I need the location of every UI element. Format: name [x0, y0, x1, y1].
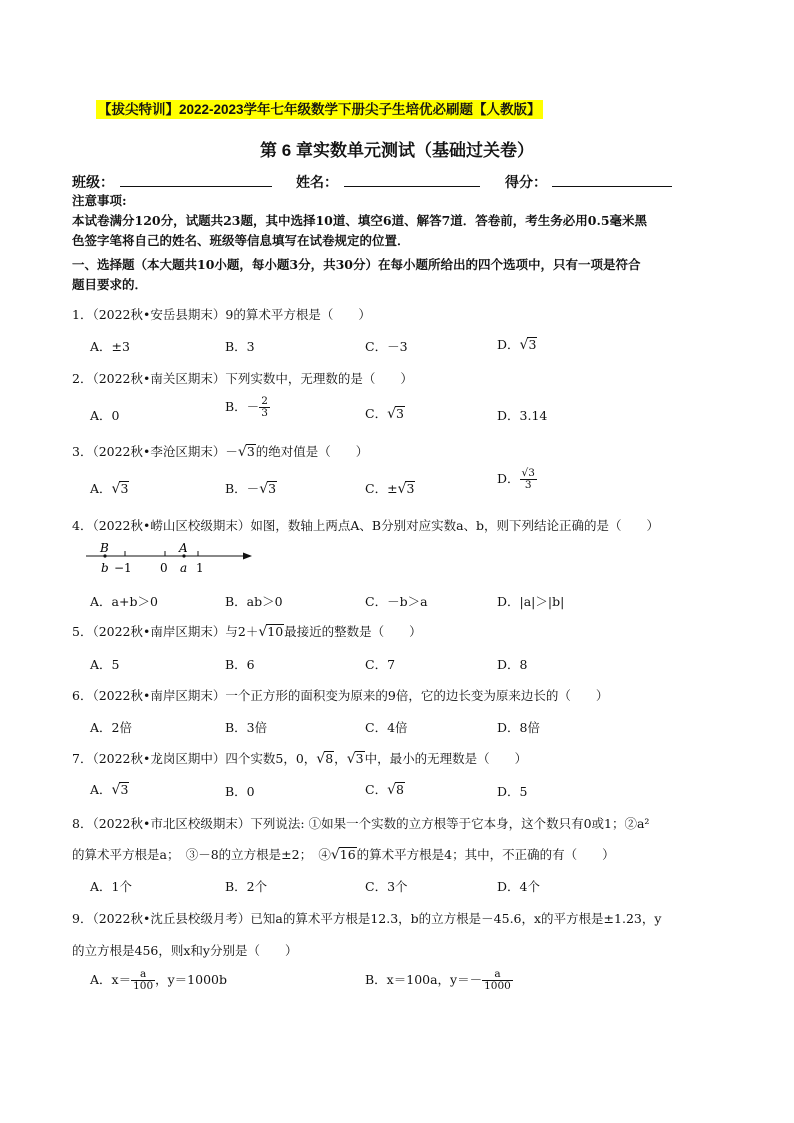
q4-option-d[interactable]: D．|a|＞|b|	[497, 594, 565, 609]
q1-option-c[interactable]: C．－3	[365, 339, 408, 354]
q8-option-b[interactable]: B．2个	[225, 879, 268, 894]
q3-option-c[interactable]: C．±√3	[365, 481, 415, 497]
q7-option-d[interactable]: D．5	[497, 784, 528, 799]
q3-option-b[interactable]: B．－√3	[225, 481, 277, 497]
score-field[interactable]	[552, 186, 672, 187]
label-b: b	[101, 561, 109, 575]
label-A: A	[179, 541, 188, 555]
page-title: 第 6 章实数单元测试（基础过关卷）	[260, 141, 534, 160]
question-5-stem: 5．（2022秋•南岸区期末）与2＋√10最接近的整数是（ ）	[72, 624, 422, 640]
label-a: a	[180, 561, 188, 575]
q6-option-c[interactable]: C．4倍	[365, 720, 408, 735]
question-9-stem-line-2: 的立方根是456，则x和y分别是（ ）	[72, 943, 298, 958]
name-label: 姓名：	[296, 174, 338, 190]
q6-option-d[interactable]: D．8倍	[497, 720, 540, 735]
q5-option-a[interactable]: A．5	[90, 657, 120, 672]
q8-option-a[interactable]: A．1个	[90, 879, 132, 894]
name-field[interactable]	[344, 186, 480, 187]
q4-option-b[interactable]: B．ab＞0	[225, 594, 283, 609]
notes-line-2: 色签字笔将自己的姓名、班级等信息填写在试卷规定的位置．	[72, 233, 410, 248]
section-heading-2: 题目要求的．	[72, 277, 148, 292]
q8-option-d[interactable]: D．4个	[497, 879, 540, 894]
notes-line-1: 本试卷满分120分，试题共23题，其中选择10道、填空6道、解答7道．答卷前，考生务必用0.5毫米黑	[72, 213, 648, 228]
q5-option-b[interactable]: B．6	[225, 657, 255, 672]
label-one: 1	[196, 561, 204, 575]
q5-option-d[interactable]: D．8	[497, 657, 528, 672]
series-banner: 【拔尖特训】2022-2023学年七年级数学下册尖子生培优必刷题【人教版】	[98, 102, 541, 117]
q8-option-c[interactable]: C．3个	[365, 879, 408, 894]
q7-option-a[interactable]: A．√3	[90, 782, 129, 798]
question-3-stem: 3．（2022秋•李沧区期末）－√3的绝对值是（ ）	[72, 444, 369, 460]
class-field[interactable]	[120, 186, 272, 187]
label-zero: 0	[160, 561, 168, 575]
q6-option-a[interactable]: A．2倍	[90, 720, 132, 735]
question-6-stem: 6．（2022秋•南岸区期末）一个正方形的面积变为原来的9倍，它的边长变为原来边长的（ ）	[72, 688, 609, 703]
q4-option-c[interactable]: C．－b＞a	[365, 594, 428, 609]
question-4-stem: 4．（2022秋•崂山区校级期末）如图，数轴上两点A、B分别对应实数a、b，则下列结论正确的是（ ）	[72, 518, 660, 533]
q3-option-d[interactable]: D． $\frac{√3}{3}$	[497, 467, 535, 491]
q2-option-c[interactable]: C．√3	[365, 406, 404, 422]
q4-option-a[interactable]: A．a+b＞0	[90, 594, 158, 609]
q1-option-a[interactable]: A．±3	[90, 339, 130, 354]
label-B: B	[100, 541, 109, 555]
q5-option-c[interactable]: C．7	[365, 657, 396, 672]
q9-option-a[interactable]: A．x＝ $\frac{a}{100}$ ，y＝1000b	[90, 968, 228, 992]
question-1-stem: 1．（2022秋•安岳县期末）9的算术平方根是（ ）	[72, 307, 371, 322]
question-7-stem: 7．（2022秋•龙岗区期中）四个实数5，0，√8，√3中，最小的无理数是（ ）	[72, 751, 528, 767]
q7-option-b[interactable]: B．0	[225, 784, 255, 799]
q1-option-b[interactable]: B．3	[225, 339, 255, 354]
number-line-figure	[86, 540, 256, 578]
number-line-arrow	[243, 553, 252, 560]
question-9-stem: 9．（2022秋•沈丘县校级月考）已知a的算术平方根是12.3，b的立方根是－45.6，x的平方根是±1.23，y	[72, 911, 662, 926]
class-label: 班级：	[72, 174, 114, 190]
question-8-stem-line-2: 的算术平方根是a； ③－8的立方根是±2； ④√16的算术平方根是4；其中，不正确的有（ ）	[72, 847, 615, 863]
q2-option-b[interactable]: B．－ $\frac{2}{3}$	[225, 395, 268, 419]
notes-heading: 注意事项:	[72, 193, 127, 208]
q3-option-a[interactable]: A．√3	[90, 481, 129, 497]
q1-option-d[interactable]: D．√3	[497, 337, 537, 353]
q9-option-b[interactable]: B．x＝100a，y＝－ $\frac{a}{1000}$	[365, 968, 511, 992]
question-2-stem: 2．（2022秋•南关区期末）下列实数中，无理数的是（ ）	[72, 371, 413, 386]
q2-option-d[interactable]: D．3.14	[497, 408, 548, 423]
score-label: 得分：	[505, 174, 547, 190]
q6-option-b[interactable]: B．3倍	[225, 720, 268, 735]
q2-option-a[interactable]: A．0	[90, 408, 120, 423]
section-heading-1: 一、选择题（本大题共10小题，每小题3分，共30分）在每小题所给出的四个选项中，只有一项是符合	[72, 257, 641, 272]
q7-option-c[interactable]: C．√8	[365, 782, 404, 798]
question-8-stem: 8．（2022秋•市北区校级期末）下列说法: ①如果一个实数的立方根等于它本身，这个数只有0或1；②a²	[72, 816, 650, 831]
label-minus-1: −1	[114, 561, 132, 575]
